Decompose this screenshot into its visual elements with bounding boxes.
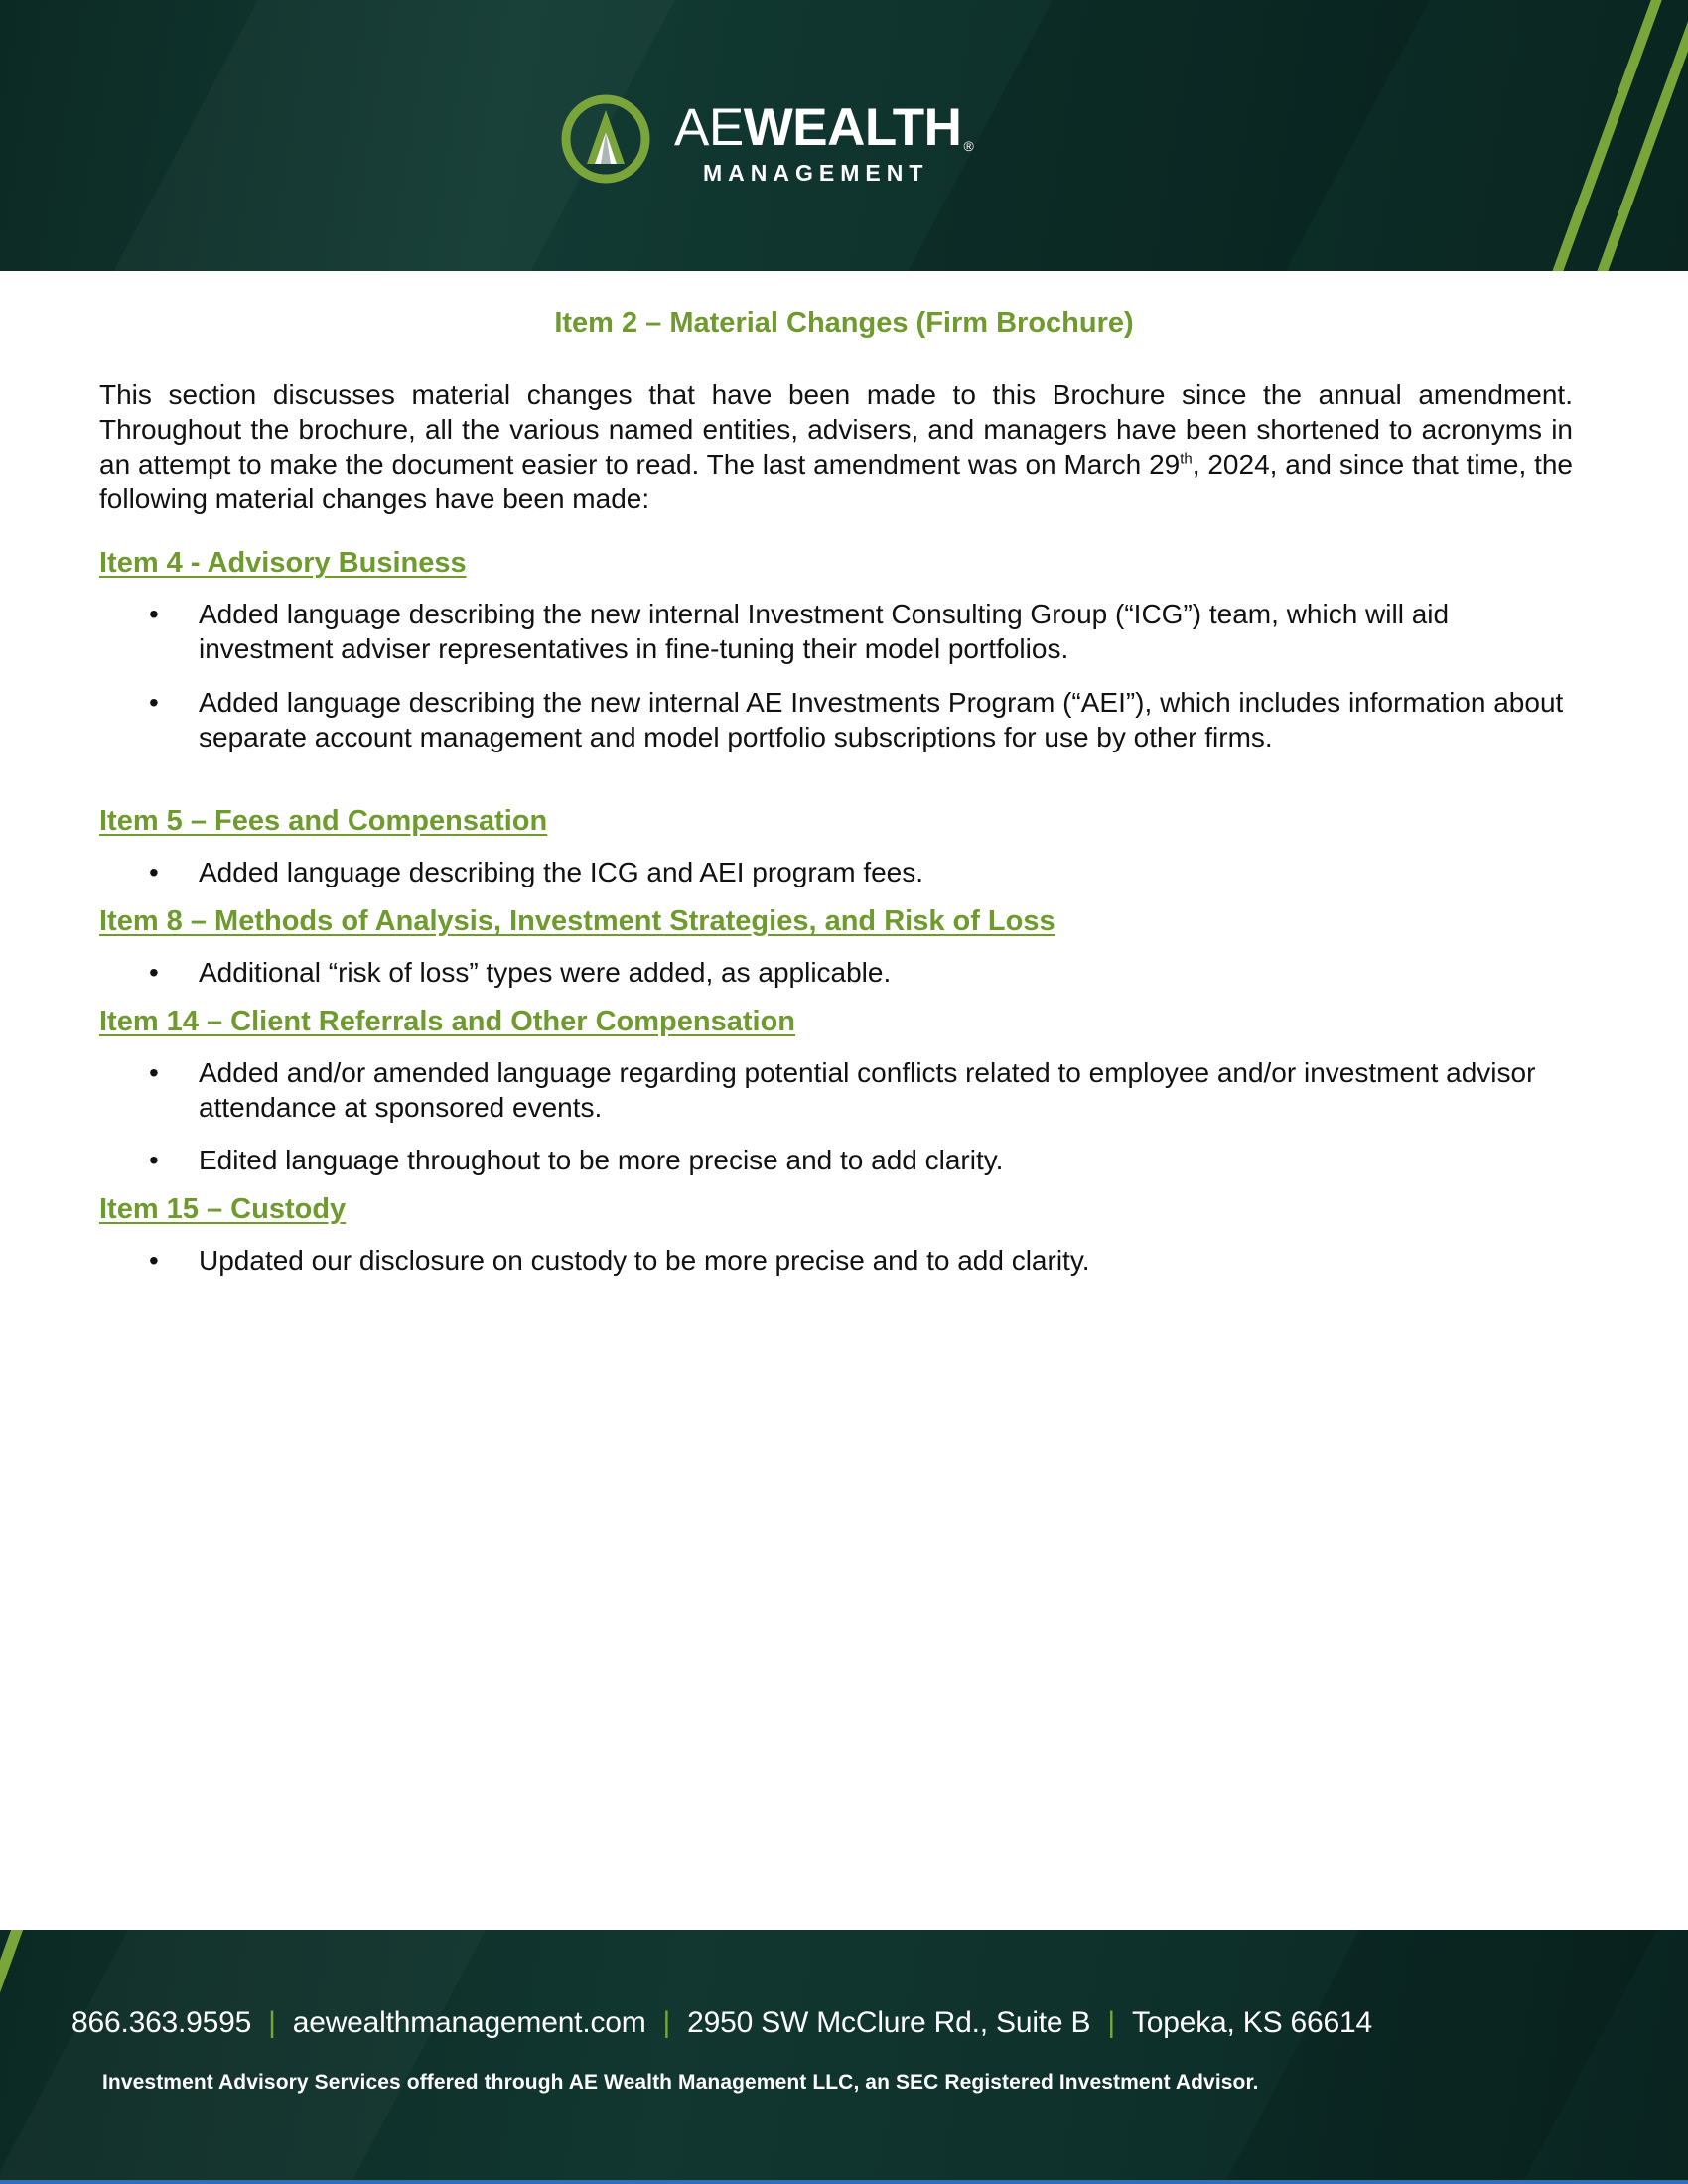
bullet-text: Added language describing the new internal AE Investments Program (“AEI”), which includes information about separate account management and model portfolio subscriptions for use by other firms. (199, 687, 1564, 752)
footer-banner (0, 1930, 1688, 2184)
bullet-icon: • (149, 687, 159, 718)
bullet-item (149, 1143, 1573, 1177)
section-heading-item-15: Item 15 – Custody (99, 1193, 347, 1225)
bullet-icon: • (149, 1245, 159, 1276)
intro-paragraph: This section discusses material changes that have been made to this Brochure since the annual amendment. Throughout the brochure, all the various named entities, advisers, and managers have been shortened to acronyms in an attempt to make the document easier to read. The last amendment was on March 29th, 2024, and since that time, the following material changes have been made: (99, 379, 1573, 514)
footer-shade (0, 1930, 506, 2184)
footer-shade (1201, 1930, 1679, 2184)
footer-disclosure: Investment Advisory Services offered through AE Wealth Management LLC, an SEC Registered Investment Advisor. (102, 2071, 1259, 2094)
bullet-text: Added and/or amended language regarding potential conflicts related to employee and/or investment advisor attendance at sponsored events. (199, 1057, 1536, 1123)
bullet-text: Added language describing the ICG and AEI program fees. (199, 857, 924, 887)
bullet-icon: • (149, 857, 159, 887)
footer-website: aewealthmanagement.com (292, 2006, 646, 2039)
bullet-item (149, 855, 1573, 889)
footer-phone: 866.363.9595 (71, 2006, 252, 2039)
section-heading-item-14: Item 14 – Client Referrals and Other Compensation (99, 1006, 796, 1037)
contact-line (71, 2006, 1372, 2040)
footer-separator: | (662, 2006, 671, 2039)
footer-address: 2950 SW McClure Rd., Suite B (687, 2006, 1091, 2039)
logo-subtitle: MANAGEMENT (703, 160, 929, 186)
logo-wordmark: AEWEALTH ® (674, 98, 974, 157)
footer-city: Topeka, KS 66614 (1131, 2006, 1372, 2039)
bullet-icon: • (149, 1057, 159, 1088)
section-heading-item-8: Item 8 – Methods of Analysis, Investment Strategies, and Risk of Loss (99, 905, 1055, 937)
bullet-item (149, 597, 1573, 666)
bullet-icon: • (149, 599, 159, 629)
section-heading-item-5: Item 5 – Fees and Compensation (99, 805, 548, 837)
bullet-text: Added language describing the new internal Investment Consulting Group (“ICG”) team, which will aid investment adviser representatives in fine-tuning their model portfolios. (199, 599, 1450, 664)
bottom-rule (0, 2180, 1688, 2184)
document-title: Item 2 – Material Changes (Firm Brochure) (554, 307, 1134, 339)
bullet-item (149, 955, 1573, 990)
header-banner (0, 0, 1688, 271)
bullet-item (149, 1243, 1573, 1278)
bullet-item (149, 685, 1573, 754)
bullet-text: Updated our disclosure on custody to be more precise and to add clarity. (199, 1245, 1090, 1276)
bullet-icon: • (149, 957, 159, 988)
footer-accent-stripe (0, 1930, 34, 2118)
bullet-text: Edited language throughout to be more precise and to add clarity. (199, 1145, 1004, 1175)
bullet-icon: • (149, 1145, 159, 1175)
logo-mark-icon (559, 92, 652, 186)
section-heading-item-4: Item 4 - Advisory Business (99, 547, 467, 579)
bullet-text: Additional “risk of loss” types were added, as applicable. (199, 957, 892, 988)
bullet-item (149, 1055, 1573, 1125)
company-logo (559, 92, 1075, 187)
footer-separator: | (268, 2006, 276, 2039)
footer-separator: | (1107, 2006, 1115, 2039)
